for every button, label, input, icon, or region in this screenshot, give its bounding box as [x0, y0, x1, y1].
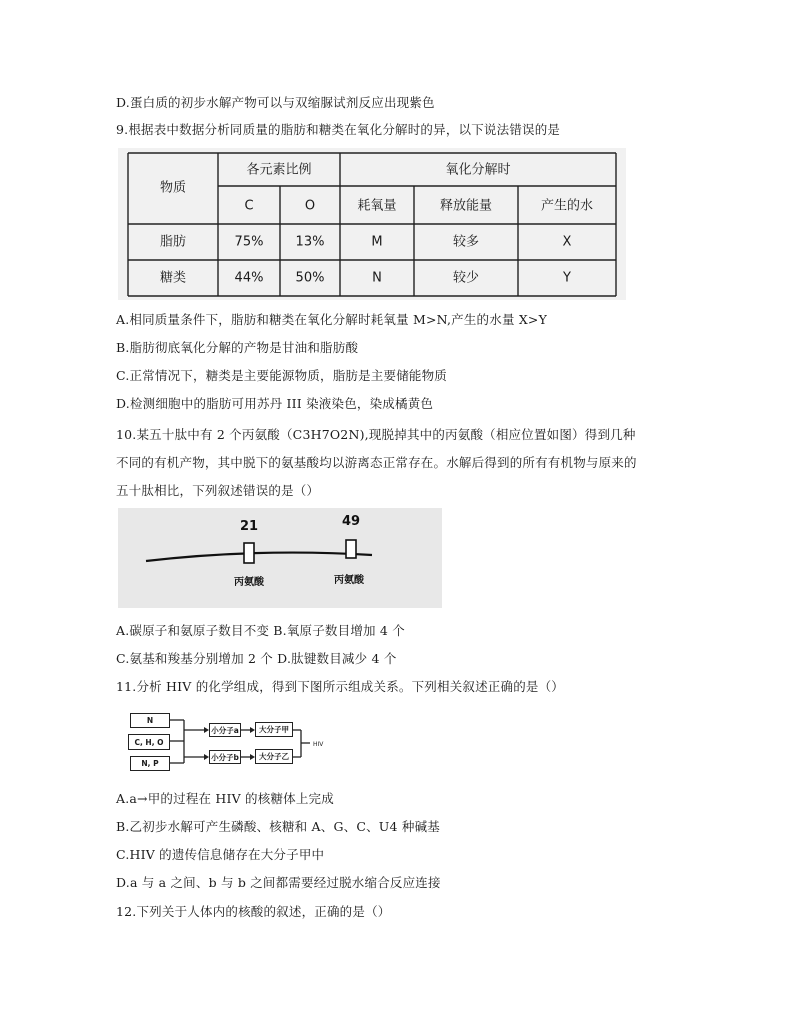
header-energy-release: 释放能量 [439, 198, 493, 214]
q10-options-ab: A.碳原子和氨原子数目不变 B.氧原子数目增加 4 个 [116, 623, 405, 638]
macromolecule-yi-box: 大分子乙 [255, 749, 293, 764]
q9-table-grid [118, 148, 626, 300]
alanine-marker-21 [244, 543, 254, 563]
row-sugar-o: 50% [295, 270, 325, 286]
row-fat-water: X [562, 234, 572, 250]
row-sugar-water: Y [563, 270, 571, 286]
hiv-label: HIV [313, 741, 324, 748]
alanine-label-2: 丙氨酸 [334, 575, 364, 586]
q9-option-d: D.检测细胞中的脂肪可用苏丹 III 染液染色，染成橘黄色 [116, 396, 434, 411]
header-c: C [244, 198, 254, 214]
small-molecule-b-box: 小分子b [209, 750, 241, 764]
macromolecule-jia-box: 大分子甲 [255, 722, 293, 737]
row-sugar-name: 糖类 [159, 270, 187, 286]
q12-stem: 12.下列关于人体内的核酸的叙述，正确的是（） [116, 904, 391, 919]
element-box-cho: C, H, O [128, 734, 170, 750]
row-fat-energy: 较多 [452, 234, 480, 250]
row-sugar-c: 44% [234, 270, 264, 286]
q10-options-cd: C.氨基和羧基分别增加 2 个 D.肽键数目减少 4 个 [116, 651, 397, 666]
q11-option-a: A.a→甲的过程在 HIV 的核糖体上完成 [116, 791, 334, 806]
alanine-label-1: 丙氨酸 [234, 577, 264, 588]
q9-option-a: A.相同质量条件下，脂肪和糖类在氧化分解时耗氧量 M>N,产生的水量 X>Y [116, 312, 548, 327]
row-sugar-energy: 较少 [452, 270, 480, 286]
peptide-chain-diagram [118, 508, 442, 608]
q10-stem-line-1: 10.某五十肽中有 2 个丙氨酸（C3H7O2N),现脱掉其中的丙氨酸（相应位置如图）得到几种 [116, 427, 636, 442]
row-fat-o: 13% [295, 234, 325, 250]
q11-stem: 11.分析 HIV 的化学组成，得到下图所示组成关系。下列相关叙述正确的是（） [116, 679, 564, 694]
q8-option-d: D.蛋白质的初步水解产物可以与双缩脲试剂反应出现紫色 [116, 95, 435, 110]
element-box-n: N [130, 713, 170, 728]
element-box-np: N, P [130, 756, 170, 771]
header-substance: 物质 [159, 180, 187, 196]
q10-stem-line-2: 不同的有机产物，其中脱下的氨基酸均以游离态正常存在。水解后得到的所有有机物与原来的 [116, 455, 637, 470]
q9-option-b: B.脂肪彻底氧化分解的产物是甘油和脂肪酸 [116, 340, 359, 355]
header-o: O [304, 198, 316, 214]
position-label-49: 49 [341, 514, 361, 529]
small-molecule-a-box: 小分子a [209, 723, 241, 737]
row-fat-oxygen: M [371, 234, 383, 250]
row-fat-c: 75% [234, 234, 264, 250]
q9-data-table [118, 148, 626, 300]
header-element-ratio: 各元素比例 [246, 162, 312, 178]
q10-stem-line-3: 五十肽相比，下列叙述错误的是（） [116, 483, 320, 498]
q11-option-c: C.HIV 的遗传信息储存在大分子甲中 [116, 847, 325, 862]
row-fat-name: 脂肪 [159, 234, 187, 250]
header-water-produced: 产生的水 [540, 198, 594, 214]
header-oxygen-consumption: 耗氧量 [357, 198, 397, 214]
q9-stem: 9.根据表中数据分析同质量的脂肪和糖类在氧化分解时的异，以下说法错误的是 [116, 122, 561, 137]
q9-option-c: C.正常情况下，糖类是主要能源物质，脂肪是主要储能物质 [116, 368, 447, 383]
q11-option-d: D.a 与 a 之间、b 与 b 之间都需要经过脱水缩合反应连接 [116, 875, 441, 890]
q11-hiv-composition-figure [118, 706, 344, 776]
q10-peptide-figure [118, 508, 442, 608]
header-oxidation: 氧化分解时 [445, 162, 511, 178]
alanine-marker-49 [346, 540, 356, 558]
row-sugar-oxygen: N [372, 270, 382, 286]
q11-option-b: B.乙初步水解可产生磷酸、核糖和 A、G、C、U4 种碱基 [116, 819, 440, 834]
position-label-21: 21 [239, 519, 259, 534]
